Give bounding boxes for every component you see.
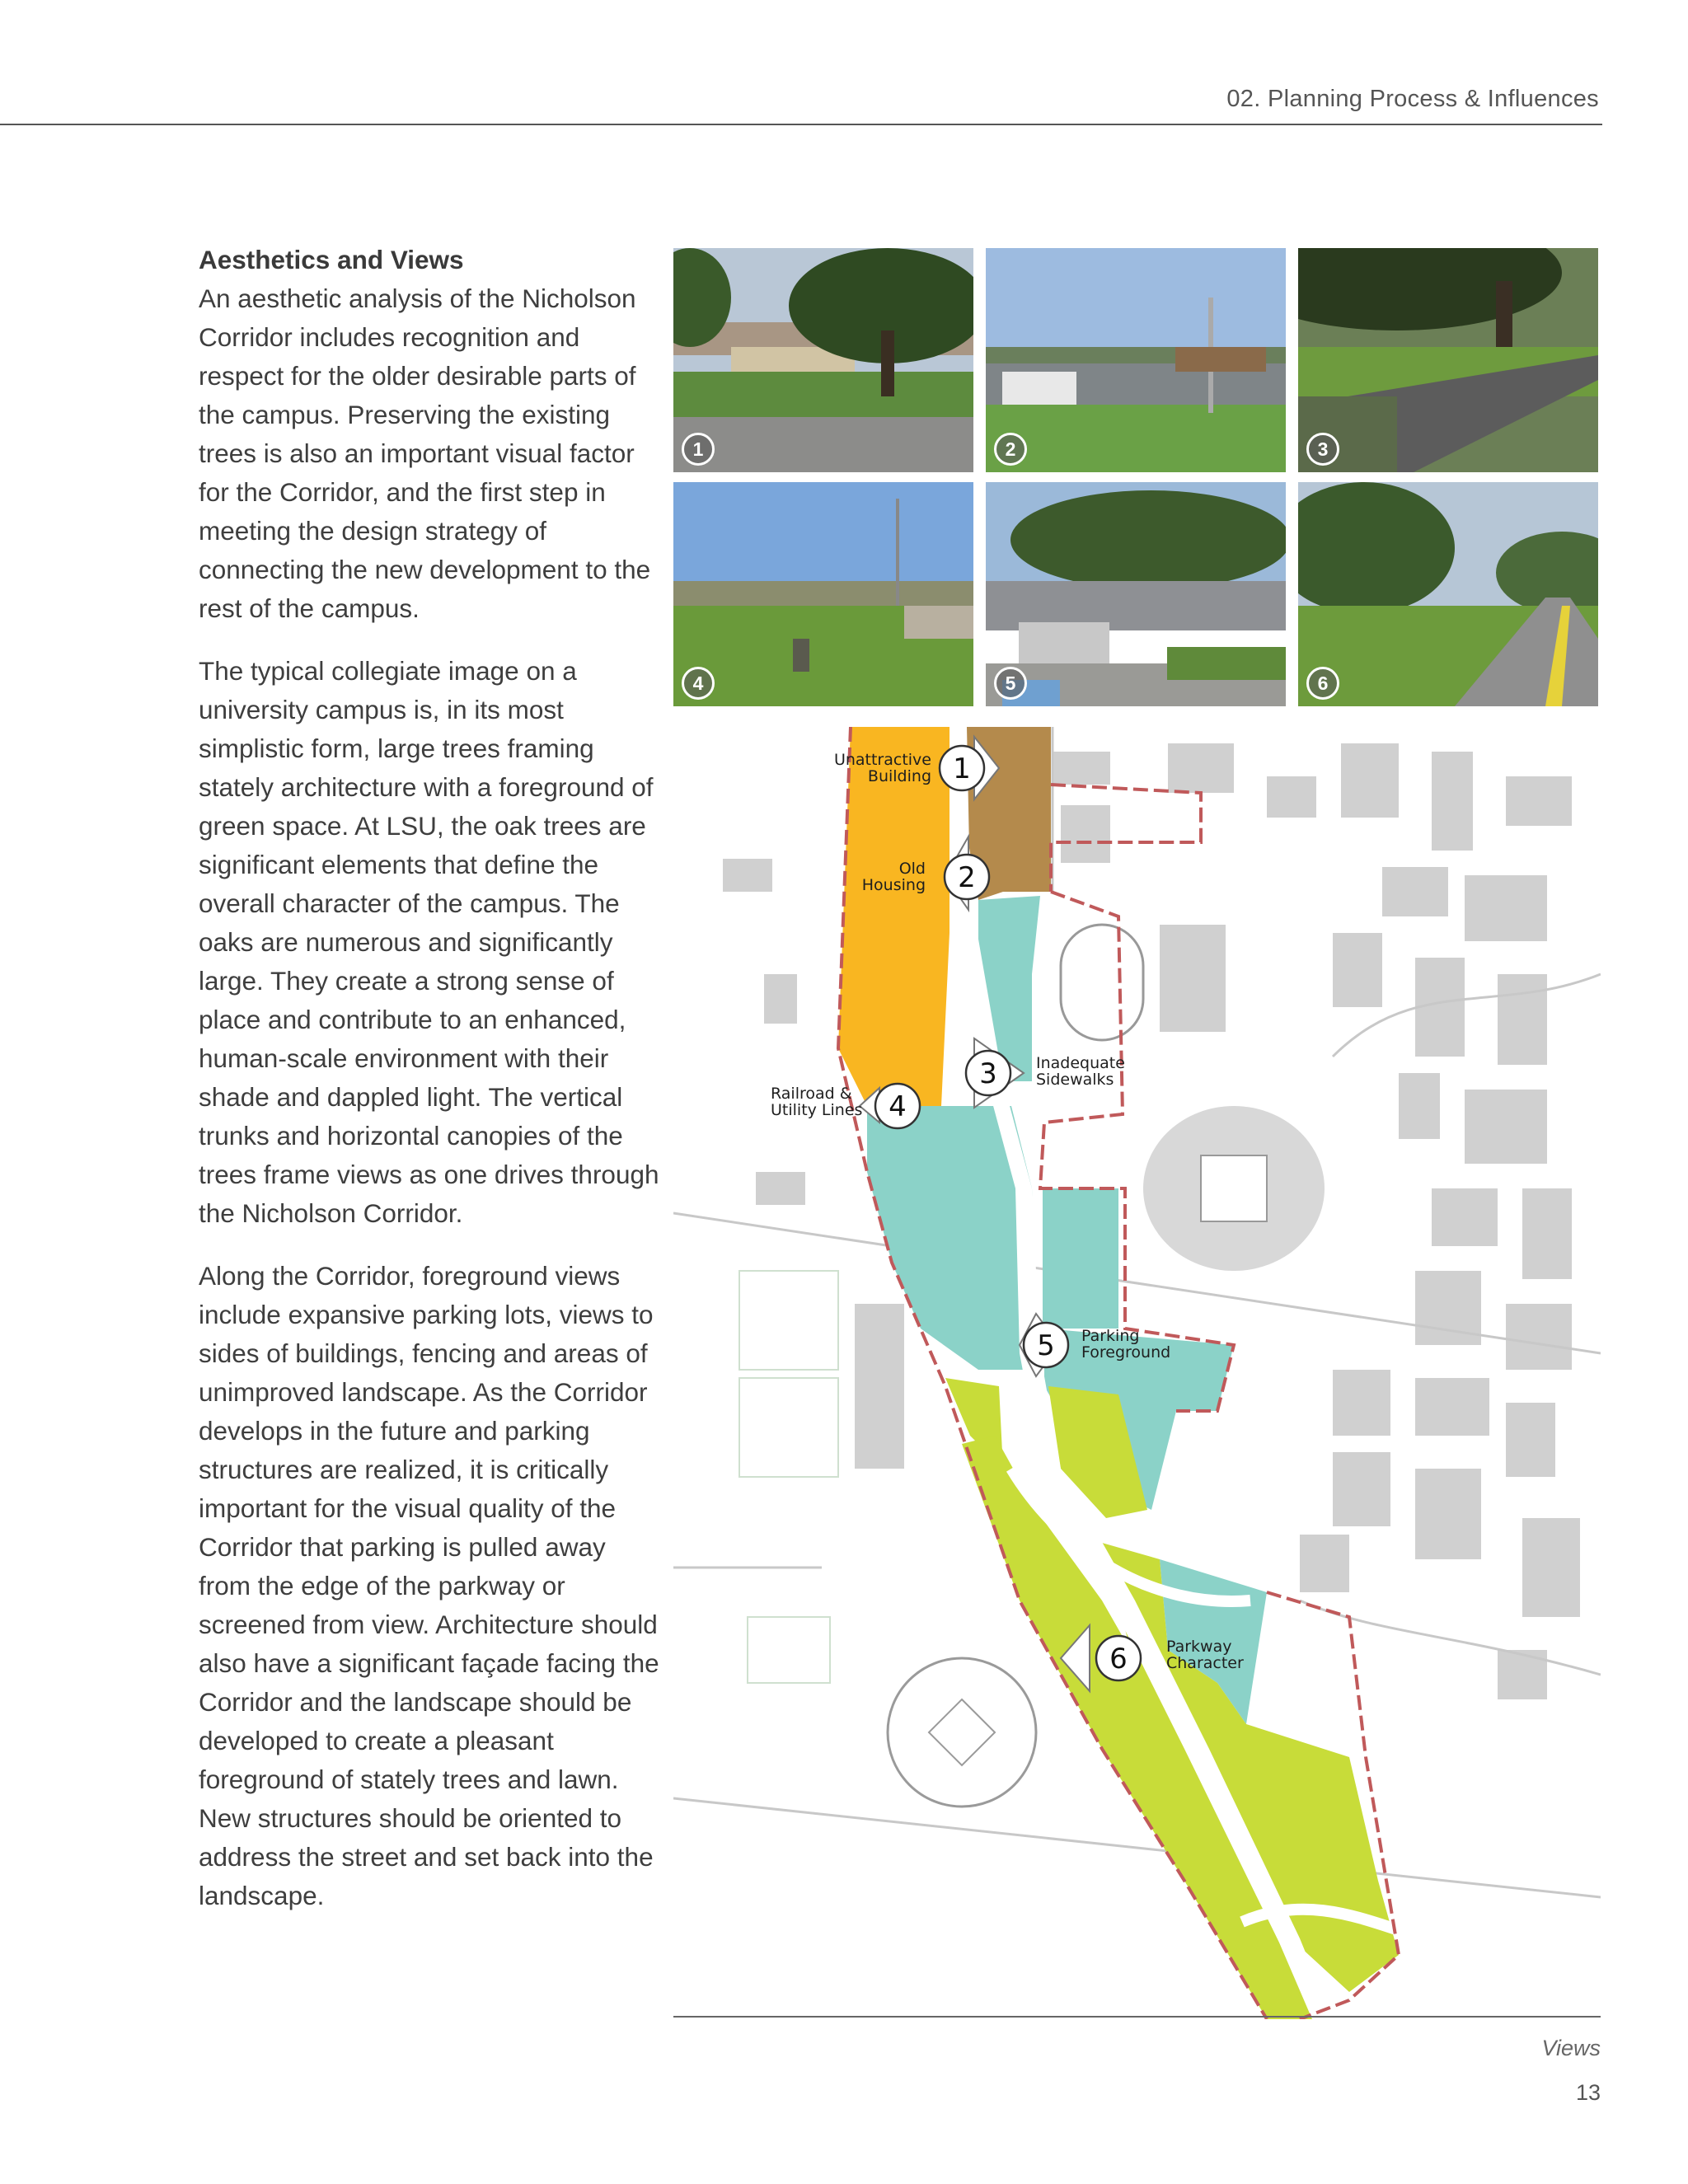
marker-2-number: 2 — [958, 861, 976, 894]
marker-1-label-line2: Building — [867, 767, 931, 785]
zone-teal-parking — [1043, 1188, 1118, 1329]
marker-3-label-line1: Inadequate — [1036, 1054, 1125, 1072]
map-bottom-rule — [673, 2016, 1601, 2018]
marker-6-label-line2: Character — [1166, 1654, 1244, 1672]
marker-6-number: 6 — [1109, 1643, 1128, 1675]
photo-2 — [986, 248, 1286, 472]
photo-5 — [986, 482, 1286, 706]
paragraph-1: An aesthetic analysis of the Nicholson Corridor includes recognition and respect for the older desirable parts of the campus. Preserving the existing trees is also an important visual factor for the Corridor, and the first step in meeting the design strategy of connecting the new development to the rest of the campus. — [199, 284, 651, 623]
paragraph-3: Along the Corridor, foreground views include expansive parking lots, views to sides of buildings, fencing and areas of unimproved landscape. As the Corridor develops in the future and parking structures are realized, it is critically important for the visual quality of the Corridor that parking is pulled away from the edge of the parkway or screened from view. Architecture should also have a significant façade facing the Corridor and the landscape should be developed to create a pleasant foreground of stately trees and lawn. New structures should be oriented to address the street and set back into the landscape. — [199, 1261, 659, 1910]
photo-6 — [1298, 482, 1598, 706]
track — [1061, 925, 1143, 1040]
marker-2-label-line2: Housing — [861, 876, 926, 894]
body-text-column — [199, 241, 660, 1939]
figure-caption: Views — [1541, 2036, 1601, 2060]
header-divider — [0, 124, 1602, 125]
corridor-views-map — [673, 727, 1601, 2019]
marker-1-number: 1 — [953, 752, 971, 785]
marker-6-label-line1: Parkway — [1166, 1638, 1232, 1656]
marker-5-label-line2: Foreground — [1081, 1343, 1171, 1361]
photo-number-badge: 6 — [1306, 667, 1339, 700]
marker-3-number: 3 — [979, 1057, 997, 1090]
photo-4 — [673, 482, 973, 706]
paragraph-2: The typical collegiate image on a university campus is, in its most simplistic form, large trees framing stately architecture with a foreground of green space. At LSU, the oak trees are significant elements that define the overall character of the campus. The oaks are numerous and significantly large. They create a strong sense of place and contribute to an enhanced, human-scale environment with their shade and dappled light. The vertical trunks and horizontal canopies of the trees frame views as one drives through the Nicholson Corridor. — [199, 656, 659, 1228]
marker-4-number: 4 — [889, 1090, 907, 1123]
marker-4-label-line2: Utility Lines — [771, 1101, 863, 1119]
marker-1-label-line1: Unattractive — [833, 751, 931, 769]
section-header: 02. Planning Process & Influences — [1226, 86, 1599, 112]
photo-1 — [673, 248, 973, 472]
photo-number-badge: 2 — [994, 433, 1027, 466]
photo-number-badge: 4 — [682, 667, 715, 700]
marker-4-label-line1: Railroad & — [771, 1085, 852, 1103]
photo-number-badge: 1 — [682, 433, 715, 466]
marker-5-label-line1: Parking — [1081, 1327, 1140, 1345]
photo-number-badge: 3 — [1306, 433, 1339, 466]
marker-2-label-line1: Old — [898, 860, 926, 878]
page-number: 13 — [1575, 2080, 1601, 2105]
section-title: Aesthetics and Views — [199, 245, 464, 274]
marker-3-label-line2: Sidewalks — [1036, 1071, 1114, 1089]
marker-5-number: 5 — [1037, 1329, 1055, 1362]
photo-3 — [1298, 248, 1598, 472]
photo-number-badge: 5 — [994, 667, 1027, 700]
ballpark — [888, 1658, 1036, 1807]
